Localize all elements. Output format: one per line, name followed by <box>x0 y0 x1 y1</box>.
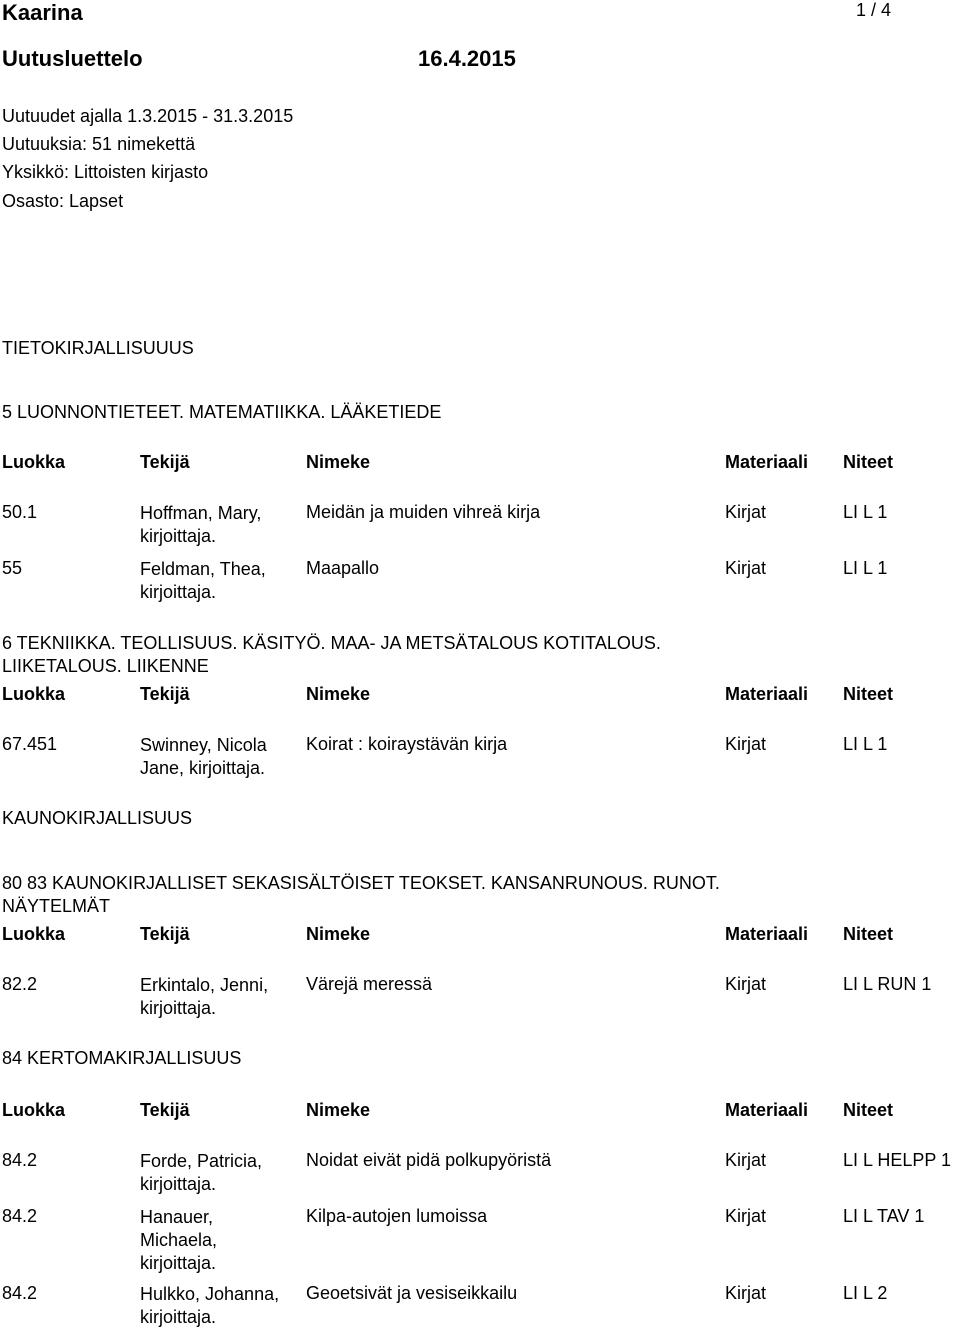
cell-tekija: Feldman, Thea, kirjoittaja. <box>140 559 266 602</box>
col-materiaali: Materiaali <box>725 684 809 704</box>
section-6: 6 TEKNIIKKA. TEOLLISUUS. KÄSITYÖ. MAA- JA METSÄTALOUS KOTITALOUS. LIIKETALOUS. LIIKENNE <box>2 633 661 676</box>
cell-nimeke: Meidän ja muiden vihreä kirja <box>306 502 541 522</box>
col-luokka: Luokka <box>2 684 66 704</box>
col-materiaali: Materiaali <box>725 1100 809 1120</box>
cell-luokka: 84.2 <box>2 1150 38 1170</box>
cell-materiaali: Kirjat <box>725 974 767 994</box>
col-tekija: Tekijä <box>140 924 190 944</box>
cell-tekija: Swinney, Nicola Jane, kirjoittaja. <box>140 735 267 778</box>
cell-nimeke: Maapallo <box>306 558 380 578</box>
cell-niteet: LI L HELPP 1 <box>843 1150 952 1170</box>
cell-niteet: LI L 1 <box>843 558 888 578</box>
section-80: 80 83 KAUNOKIRJALLISET SEKASISÄLTÖISET TEOKSET. KANSANRUNOUS. RUNOT. NÄYTELMÄT <box>2 873 720 916</box>
col-luokka: Luokka <box>2 1100 66 1120</box>
cell-nimeke: Geoetsivät ja vesiseikkailu <box>306 1283 518 1303</box>
cell-niteet: LI L 1 <box>843 502 888 522</box>
library-name: Kaarina <box>2 0 83 25</box>
col-tekija: Tekijä <box>140 684 190 704</box>
col-nimeke: Nimeke <box>306 1100 371 1120</box>
cell-tekija: Hulkko, Johanna, kirjoittaja. <box>140 1284 280 1327</box>
cell-tekija: Hoffman, Mary, kirjoittaja. <box>140 503 262 546</box>
list-date: 16.4.2015 <box>418 46 516 71</box>
section-5: 5 LUONNONTIETEET. MATEMATIIKKA. LÄÄKETIEDE <box>2 402 442 422</box>
col-materiaali: Materiaali <box>725 924 809 944</box>
cell-nimeke: Koirat : koiraystävän kirja <box>306 734 508 754</box>
cell-niteet: LI L RUN 1 <box>843 974 932 994</box>
cell-tekija: Erkintalo, Jenni, kirjoittaja. <box>140 975 269 1018</box>
cell-luokka: 67.451 <box>2 734 58 754</box>
col-tekija: Tekijä <box>140 1100 190 1120</box>
cell-materiaali: Kirjat <box>725 734 767 754</box>
col-nimeke: Nimeke <box>306 684 371 704</box>
col-luokka: Luokka <box>2 452 66 472</box>
cell-materiaali: Kirjat <box>725 502 767 522</box>
info-unit: Yksikkö: Littoisten kirjasto <box>2 162 209 182</box>
col-nimeke: Nimeke <box>306 924 371 944</box>
col-niteet: Niteet <box>843 452 894 472</box>
col-materiaali: Materiaali <box>725 452 809 472</box>
col-niteet: Niteet <box>843 1100 894 1120</box>
col-luokka: Luokka <box>2 924 66 944</box>
cell-nimeke: Värejä meressä <box>306 974 433 994</box>
cell-tekija: Hanauer, Michaela, kirjoittaja. <box>140 1207 218 1273</box>
cell-luokka: 82.2 <box>2 974 38 994</box>
cell-luokka: 84.2 <box>2 1283 38 1303</box>
col-niteet: Niteet <box>843 684 894 704</box>
cell-luokka: 50.1 <box>2 502 38 522</box>
cell-nimeke: Kilpa-autojen lumoissa <box>306 1206 488 1226</box>
info-count: Uutuuksia: 51 nimekettä <box>2 134 196 154</box>
cell-materiaali: Kirjat <box>725 558 767 578</box>
cell-niteet: LI L 1 <box>843 734 888 754</box>
cell-luokka: 84.2 <box>2 1206 38 1226</box>
col-tekija: Tekijä <box>140 452 190 472</box>
cell-nimeke: Noidat eivät pidä polkupyöristä <box>306 1150 552 1170</box>
info-department: Osasto: Lapset <box>2 191 124 211</box>
cell-materiaali: Kirjat <box>725 1150 767 1170</box>
cell-tekija: Forde, Patricia, kirjoittaja. <box>140 1151 263 1194</box>
cell-niteet: LI L 2 <box>843 1283 888 1303</box>
section-kaunokirjallisuus: KAUNOKIRJALLISUUS <box>2 808 193 828</box>
info-period: Uutuudet ajalla 1.3.2015 - 31.3.2015 <box>2 106 294 126</box>
cell-materiaali: Kirjat <box>725 1283 767 1303</box>
col-niteet: Niteet <box>843 924 894 944</box>
col-nimeke: Nimeke <box>306 452 371 472</box>
cell-materiaali: Kirjat <box>725 1206 767 1226</box>
list-title: Uutusluettelo <box>2 46 143 71</box>
cell-niteet: LI L TAV 1 <box>843 1206 925 1226</box>
section-84: 84 KERTOMAKIRJALLISUUS <box>2 1048 242 1068</box>
page-number: 1 / 4 <box>856 0 892 20</box>
section-tietokirjallisuus: TIETOKIRJALLISUUUS <box>2 338 194 358</box>
cell-luokka: 55 <box>2 558 23 578</box>
